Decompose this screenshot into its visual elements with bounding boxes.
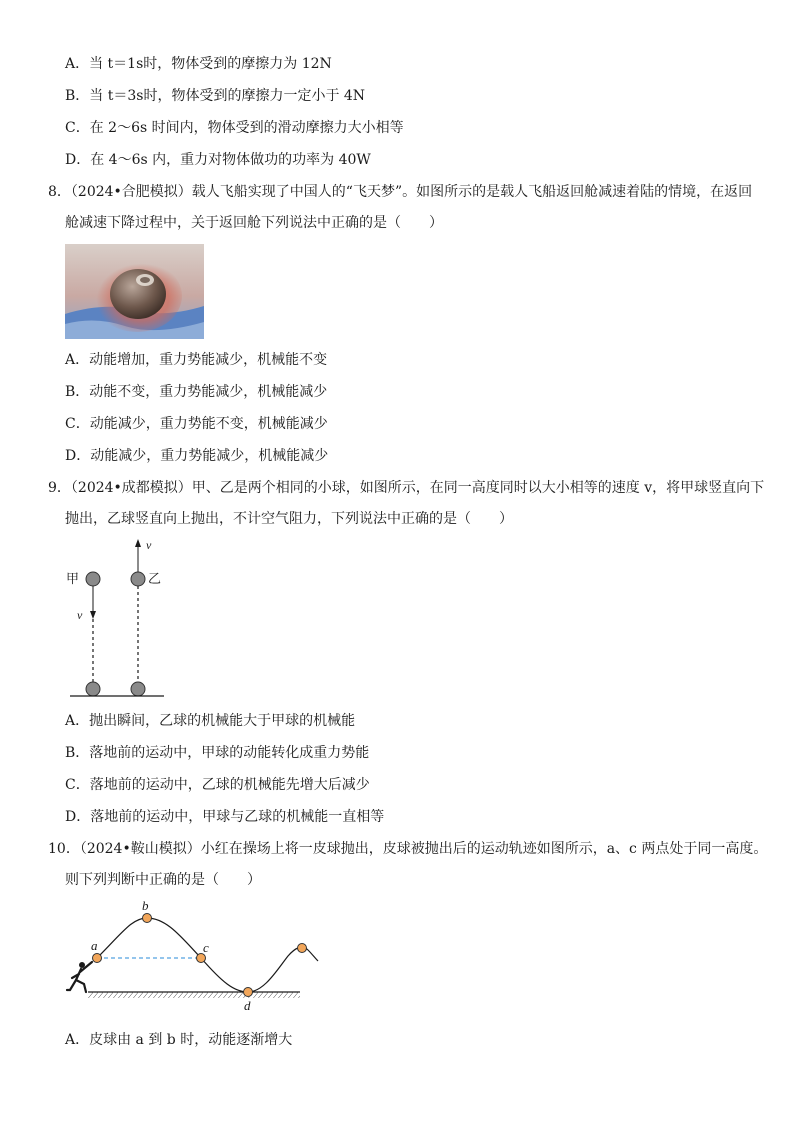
two-balls-diagram — [62, 535, 172, 700]
point-a — [93, 954, 102, 963]
label-jia: 甲 — [66, 571, 80, 586]
label-yi: 乙 — [148, 571, 162, 586]
label-b: b — [142, 898, 149, 913]
q10-stem-line2: 则下列判断中正确的是（ ） — [65, 872, 261, 888]
q9-stem-line1: 9．（2024•成都模拟）甲、乙是两个相同的小球，如图所示，在同一高度同时以大小相等的速度 v，将甲球竖直向下 — [48, 480, 765, 496]
q9-option-b: B．落地前的运动中，甲球的动能转化成重力势能 — [65, 745, 370, 761]
q10-option-a: A．皮球由 a 到 b 时，动能逐渐增大 — [65, 1032, 293, 1048]
q8-option-d: D．动能减少，重力势能减少，机械能减少 — [65, 448, 329, 464]
q9-option-a: A．抛出瞬间，乙球的机械能大于甲球的机械能 — [65, 713, 356, 729]
q7-option-c: C．在 2～6s 时间内，物体受到的滑动摩擦力大小相等 — [65, 120, 404, 136]
v-label-jia: v — [77, 608, 83, 622]
label-c: c — [203, 940, 209, 955]
q8-option-b: B．动能不变，重力势能减少，机械能减少 — [65, 384, 328, 400]
point-end — [298, 944, 307, 953]
q9-stem-line2: 抛出，乙球竖直向上抛出，不计空气阻力，下列说法中正确的是（ ） — [65, 511, 513, 527]
trajectory-curve — [97, 918, 318, 992]
q8-option-a: A．动能增加，重力势能减少，机械能不变 — [65, 352, 328, 368]
label-d: d — [244, 998, 251, 1013]
ball-yi-ground — [131, 682, 145, 696]
v-label-yi: v — [146, 538, 152, 552]
ball-trajectory-diagram — [62, 898, 324, 1018]
ball-jia-ground — [86, 682, 100, 696]
q7-option-b: B．当 t＝3s时，物体受到的摩擦力一定小于 4N — [65, 88, 366, 104]
thrower-figure — [67, 962, 92, 992]
label-a: a — [91, 938, 98, 953]
point-b — [143, 914, 152, 923]
reentry-capsule-image — [65, 244, 204, 339]
q8-option-c: C．动能减少，重力势能不变，机械能减少 — [65, 416, 328, 432]
q8-stem-line2: 舱减速下降过程中，关于返回舱下列说法中正确的是（ ） — [65, 215, 443, 231]
q7-option-a: A．当 t＝1s时，物体受到的摩擦力为 12N — [65, 56, 332, 72]
q7-option-d: D．在 4～6s 内，重力对物体做功的功率为 40W — [65, 152, 371, 168]
q9-option-c: C．落地前的运动中，乙球的机械能先增大后减少 — [65, 777, 370, 793]
ball-jia-top — [86, 572, 100, 586]
q9-option-d: D．落地前的运动中，甲球与乙球的机械能一直相等 — [65, 809, 385, 825]
ball-yi-top — [131, 572, 145, 586]
q8-stem-line1: 8．（2024•合肥模拟）载人飞船实现了中国人的“飞天梦”。如图所示的是载人飞船返回舱减速着陆的情境，在返回 — [48, 184, 753, 200]
q10-stem-line1: 10．（2024•鞍山模拟）小红在操场上将一皮球抛出，皮球被抛出后的运动轨迹如图所示，a、c 两点处于同一高度。 — [48, 841, 768, 857]
point-d — [244, 988, 253, 997]
